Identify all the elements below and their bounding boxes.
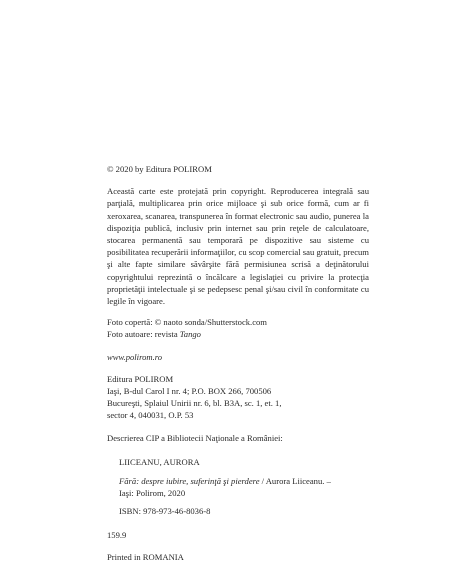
legal-notice: Această carte este protejată prin copyright. Reproducerea integrală sau parţială, multiplicarea prin orice mijloace şi sub orice formă, cum ar fi xeroxarea, scanarea, transpunerea în format electronic sau audio, punerea la dispoziţia publică, inclusiv prin internet sau prin reţele de calculatoare, stocarea permanentă sau temporară pe dispozitive sau sisteme cu posibilitatea recuperării informaţiilor, cu scop comercial sau gratuit, precum şi alte fapte similare săvârşite fără permisiunea scrisă a deţinătorului copyrightului reprezintă o încălcare a legislaţiei cu privire la protecţia proprietăţii intelectuale şi se pedepsesc penal şi/sau civil în conformitate cu legile în vigoare. [107,186,369,307]
cip-imprint: Iaşi: Polirom, 2020 [119,488,186,499]
printed-in: Printed in ROMANIA [107,551,184,562]
cip-title-block [119,475,369,499]
cip-record [107,456,369,500]
publisher-address-bucuresti: Bucureşti, Splaiul Unirii nr. 6, bl. B3A, sc. 1, et. 1, [107,398,282,409]
cip-title-rest: / Aurora Liiceanu. – [259,476,331,487]
publisher-website: www.polirom.ro [107,351,163,362]
author-photo-prefix: Foto autoare: revista [107,329,180,340]
page-content [107,163,369,563]
cip-heading: Descrierea CIP a Bibliotecii Naţionale a României: [107,432,283,443]
cip-title: Fără: despre iubire, suferinţă şi pierdere [119,476,260,487]
photo-credits [107,316,369,340]
cip-author: LIICEANU, AURORA [119,456,200,467]
cip-isbn: ISBN: 978-973-46-8036-8 [119,506,211,517]
classification-number: 159.9 [107,529,127,540]
author-photo-credit [107,328,369,340]
cip-title-line [119,475,369,487]
publisher-address-bucuresti-sector: sector 4, 040031, O.P. 53 [107,410,194,421]
copyright-line: © 2020 by Editura POLIROM [107,164,212,174]
publisher-address-iasi: Iaşi, B-dul Carol I nr. 4; P.O. BOX 266, 700506 [107,386,272,397]
cover-photo-credit: Foto copertă: © naoto sonda/Shutterstock.com [107,317,267,328]
author-photo-source: Tango [179,329,201,340]
publisher-name: Editura POLIROM [107,373,174,384]
publisher-block [107,373,369,422]
